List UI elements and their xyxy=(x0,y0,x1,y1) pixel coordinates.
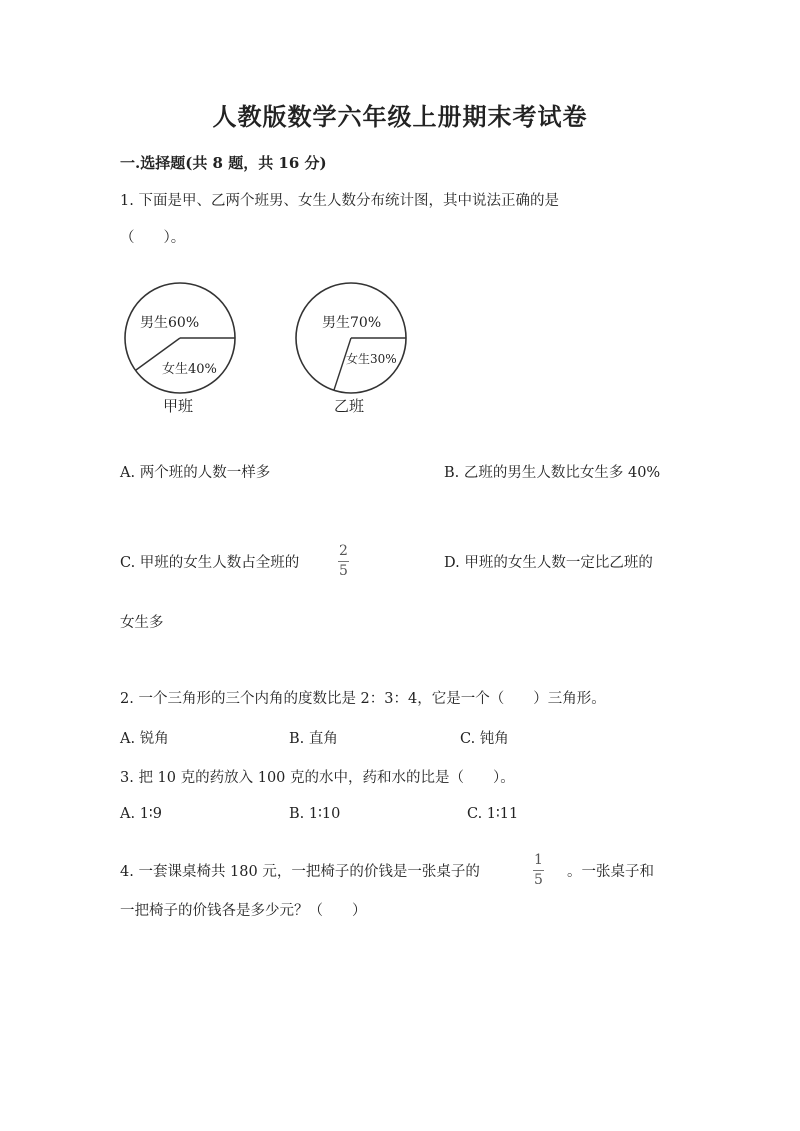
pie-a-title: 甲班 xyxy=(163,397,194,415)
fraction-bar xyxy=(533,870,544,871)
fraction-denominator: 5 xyxy=(339,563,348,579)
q1-option-d-line1[interactable]: D. 甲班的女生人数一定比乙班的 xyxy=(444,555,653,571)
section-heading: 一.选择题(共 8 题，共 16 分) xyxy=(120,154,327,172)
q1-option-c[interactable]: C. 甲班的女生人数占全班的 xyxy=(120,555,300,571)
fraction-numerator: 2 xyxy=(339,543,348,559)
pie-chart-class-b xyxy=(296,283,406,415)
q4-stem-part2: 。一张桌子和 xyxy=(567,864,654,880)
q1-option-a[interactable]: A. 两个班的人数一样多 xyxy=(120,465,271,481)
fraction-denominator: 5 xyxy=(534,872,543,888)
q4-stem-line2: 一把椅子的价钱各是多少元？（ ） xyxy=(120,903,367,919)
pie-b-label-male: 男生70% xyxy=(322,315,382,331)
q1-option-d-line2: 女生多 xyxy=(120,615,164,631)
fraction-bar xyxy=(338,561,349,562)
q4-stem-part1: 4. 一套课桌椅共 180 元，一把椅子的价钱是一张桌子的 xyxy=(120,864,480,880)
pie-b-label-female: 女生30% xyxy=(346,352,397,366)
pie-chart-class-a xyxy=(125,283,235,415)
pie-b-title: 乙班 xyxy=(334,397,365,415)
q1-pie-charts xyxy=(118,282,418,422)
q1-stem-line1: 1. 下面是甲、乙两个班男、女生人数分布统计图，其中说法正确的是 xyxy=(120,193,559,209)
pie-a-label-male: 男生60% xyxy=(140,315,200,331)
q3-stem: 3. 把 10 克的药放入 100 克的水中，药和水的比是（ ）。 xyxy=(120,770,515,786)
q1-stem-line2: （ ）。 xyxy=(120,230,186,246)
q2-option-b[interactable]: B. 直角 xyxy=(289,731,338,747)
q2-option-a[interactable]: A. 锐角 xyxy=(120,731,169,747)
page-title: 人教版数学六年级上册期末考试卷 xyxy=(212,102,588,131)
q4-fraction xyxy=(533,853,544,887)
q1-option-c-fraction xyxy=(338,544,349,578)
pie-a-label-female: 女生40% xyxy=(162,362,217,377)
q3-option-b[interactable]: B. 1∶10 xyxy=(289,806,341,822)
q2-stem: 2. 一个三角形的三个内角的度数比是 2：3：4，它是一个（ ）三角形。 xyxy=(120,691,606,707)
fraction-numerator: 1 xyxy=(534,852,543,868)
q1-option-b[interactable]: B. 乙班的男生人数比女生多 40% xyxy=(444,465,661,481)
q3-option-a[interactable]: A. 1∶9 xyxy=(120,806,162,822)
q3-option-c[interactable]: C. 1∶11 xyxy=(467,806,519,822)
q2-option-c[interactable]: C. 钝角 xyxy=(460,731,509,747)
